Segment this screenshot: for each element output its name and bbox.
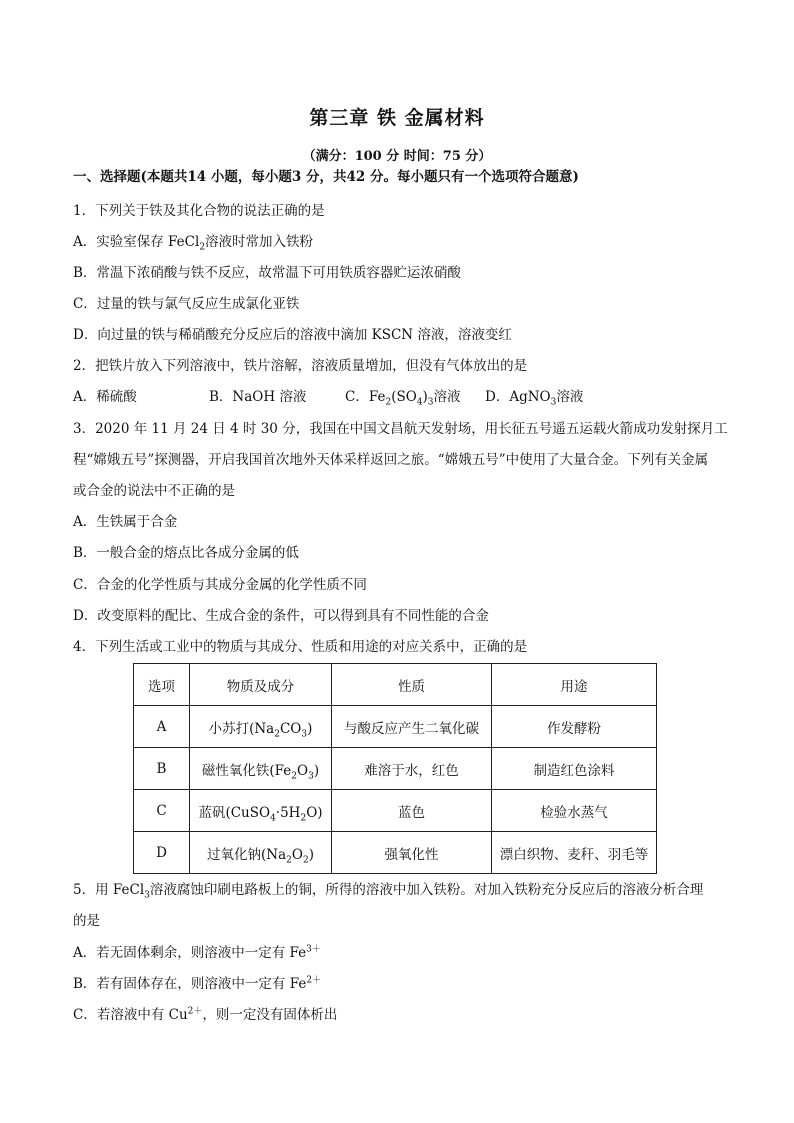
question-5-stem-line-1: 5．用 FeCl$_3$溶液腐蚀印刷电路板上的铜，所得的溶液中加入铁粉。对加入铁粉充分反应后的溶液分析合理 bbox=[73, 882, 704, 901]
question-3-stem-line-2: 程“嫦娥五号”探测器，开启我国首次地外天体采样返回之旅。“嫦娥五号”中使用了大量合金。下列有关金属 bbox=[73, 452, 709, 468]
question-3-option-b: B．一般合金的熔点比各成分金属的低 bbox=[73, 545, 299, 561]
table-row bbox=[134, 832, 657, 874]
question-5-option-b: B．若有固体存在，则溶液中一定有 $Fe^{2+}$ bbox=[73, 975, 322, 992]
table-cell-use: 检验水蒸气 bbox=[492, 790, 657, 832]
table-cell-property: 蓝色 bbox=[332, 790, 492, 832]
table-cell-option: B bbox=[134, 748, 190, 790]
table-header-row bbox=[134, 664, 657, 706]
question-3-stem-line-1: 3．2020 年 11 月 24 日 4 时 30 分，我国在中国文昌航天发射场，用长征五号遥五运载火箭成功发射探月工 bbox=[73, 421, 728, 437]
table-cell-use: 制造红色涂料 bbox=[492, 748, 657, 790]
question-3-option-c: C．合金的化学性质与其成分金属的化学性质不同 bbox=[73, 577, 367, 593]
table-header-cell: 物质及成分 bbox=[190, 664, 332, 706]
question-1-option-d: D．向过量的铁与稀硝酸充分反应后的溶液中滴加 KSCN 溶液，溶液变红 bbox=[73, 327, 512, 343]
question-3-option-d: D．改变原料的配比、生成合金的条件，可以得到具有不同性能的合金 bbox=[73, 608, 489, 624]
table-cell-property: 难溶于水，红色 bbox=[332, 748, 492, 790]
page-title: 第三章 铁 金属材料 bbox=[309, 107, 485, 129]
table-header-cell: 用途 bbox=[492, 664, 657, 706]
table-cell-option: A bbox=[134, 706, 190, 748]
question-4-table bbox=[133, 663, 657, 874]
table-cell-option: C bbox=[134, 790, 190, 832]
table-cell-substance: 过氧化钠$(Na_2O_2)$ bbox=[190, 832, 332, 874]
table-row bbox=[134, 790, 657, 832]
question-3-stem-line-3: 或合金的说法中不正确的是 bbox=[73, 483, 235, 499]
section-heading: 一、选择题(本题共14 小题，每小题3 分，共42 分。每小题只有一个选项符合题意) bbox=[73, 169, 579, 185]
question-1-option-a: A．实验室保存 FeCl$_2$溶液时常加入铁粉 bbox=[73, 234, 314, 253]
question-1-option-c: C．过量的铁与氯气反应生成氯化亚铁 bbox=[73, 296, 300, 312]
question-5-option-c: C．若溶液中有 $Cu^{2+}$，则一定没有固体析出 bbox=[73, 1006, 338, 1023]
table-cell-substance: 蓝矾$(CuSO_4\cdot 5H_2O)$ bbox=[190, 790, 332, 832]
table-cell-substance: 小苏打$(Na_2CO_3)$ bbox=[190, 706, 332, 748]
question-2-option-d: D．AgNO$_3$溶液 bbox=[485, 389, 584, 408]
table-cell-use: 漂白织物、麦秆、羽毛等 bbox=[492, 832, 657, 874]
question-1-option-b: B．常温下浓硝酸与铁不反应，故常温下可用铁质容器贮运浓硝酸 bbox=[73, 265, 461, 281]
table-cell-property: 强氧化性 bbox=[332, 832, 492, 874]
table-header-cell: 选项 bbox=[134, 664, 190, 706]
table-cell-use: 作发酵粉 bbox=[492, 706, 657, 748]
question-5-stem-line-2: 的是 bbox=[73, 913, 100, 929]
question-2-option-c: C．$Fe_2(SO_4)_3$溶液 bbox=[345, 389, 461, 408]
question-4-stem: 4．下列生活或工业中的物质与其成分、性质和用途的对应关系中，正确的是 bbox=[73, 639, 528, 655]
question-3-option-a: A．生铁属于合金 bbox=[73, 514, 178, 530]
table-row bbox=[134, 706, 657, 748]
question-2-option-b: B．NaOH 溶液 bbox=[209, 389, 307, 405]
question-2-option-a: A．稀硫酸 bbox=[73, 389, 137, 405]
table-header-cell: 性质 bbox=[332, 664, 492, 706]
table-cell-substance: 磁性氧化铁$(Fe_2O_3)$ bbox=[190, 748, 332, 790]
score-time-info: （满分：100 分 时间：75 分） bbox=[302, 149, 492, 164]
table-cell-option: D bbox=[134, 832, 190, 874]
table-row bbox=[134, 748, 657, 790]
question-1-stem: 1．下列关于铁及其化合物的说法正确的是 bbox=[73, 203, 325, 219]
question-2-stem: 2．把铁片放入下列溶液中，铁片溶解，溶液质量增加，但没有气体放出的是 bbox=[73, 358, 528, 374]
table-cell-property: 与酸反应产生二氧化碳 bbox=[332, 706, 492, 748]
question-5-option-a: A．若无固体剩余，则溶液中一定有 $Fe^{3+}$ bbox=[73, 944, 321, 961]
